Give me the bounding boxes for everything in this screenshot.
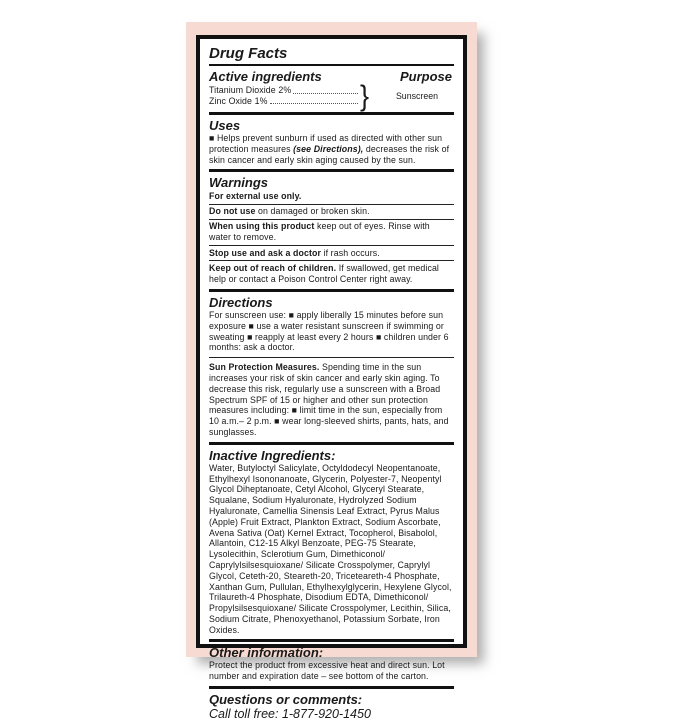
directions-text: For sunscreen use: ■ apply liberally 15 minutes before sun exposure ■ use a water resistant sunscreen if swimming or sweating ■ reapply at least every 2 hours ■ children under 6 months: ask a doctor. [209,309,449,353]
active-ingredients-body [209,80,454,112]
warnings-section [209,175,454,285]
warning-rest: If swallowed, get medical help or contact a Poison Control Center right away. [209,262,439,284]
uses-text-post: decreases the risk of skin cancer and early skin aging caused by the sun. [209,143,450,165]
uses-text-pre: ■ Helps prevent sunburn if used as directed with other sun protection measures [209,133,443,154]
warning-lead: For external use only. [209,190,302,201]
warning-item [209,263,454,285]
divider [209,245,454,246]
divider [209,169,454,172]
uses-heading: Uses [209,118,241,133]
warning-lead: Do not use [209,206,256,217]
purpose-heading: Purpose [399,69,452,84]
questions-heading: Questions or comments: [209,692,363,708]
other-information-section [209,645,454,682]
sun-protection-rest: Spending time in the sun increases your risk of skin cancer and early skin aging. To decrease this risk, regularly use a sunscreen with a Broad Spectrum SPF of 15 or higher and other sun protection measures including: ■ limit time in the sun, especially from 10 a.m.– 2 p.m. ■ wear long-sleeved shirts, pants, hats, and sunglasses. [209,362,449,437]
divider [209,686,454,689]
inactive-ingredients-text: Water, Butyloctyl Salicylate, Octyldodecyl Neopentanoate, Ethylhexyl Isononanoate, Glycerin, Polyester-7, Neopentyl Glycol Diheptanoate, Cetyl Alcohol, Glyceryl Stearate, Squalane, Sodium Hyaluronate, Hydrolyzed Sodium Hyaluronate, Camellia Sinensis Leaf Extract, Pyrus Malus (Apple) Fruit Extract, Plankton Extract, Sodium Ascorbate, Avena Sativa (Oat) Kernel Extract, Tocopherol, Bisabolol, Allantoin, C12-15 Alkyl Benzoate, PEG-75 Stearate, Lysolecithin, Sclerotium Gum, Dimethiconol/ Caprylylsilsesquioxane/ Silicate Crosspolymer, Caprylyl Glycol, Ceteth-20, Steareth-20, Triceteareth-4 Phosphate, Xanthan Gum, Pullulan, Ethylhexylglycerin, Hexylene Glycol, Trilaureth-4 Phosphate, Disodium EDTA, Dimethiconol/ Propylsilsesquioxane/ Silicate Crosspolymer, Lecithin, Silica, Sodium Citrate, Phenoxyethanol, Potassium Sorbate, Iron Oxides. [209,462,452,635]
active-ingredients-heading: Active ingredients [209,69,322,84]
inactive-ingredients-section [209,448,454,636]
warning-item [209,206,454,217]
sun-protection-lead: Sun Protection Measures. [209,362,320,373]
divider [209,639,454,642]
inactive-ingredients-heading: Inactive Ingredients: [209,447,336,463]
brace-icon: } [360,80,370,112]
other-information-heading: Other information: [209,645,324,661]
other-information-text: Protect the product from excessive heat and direct sun. Lot number and expiration date – see bottom of the carton. [209,660,445,682]
drug-facts-label [196,35,467,722]
warning-item [209,248,454,259]
ingredient-rows [209,85,359,107]
warning-lead: When using this product [209,221,315,232]
ingredient-name: Zinc Oxide 1% [209,96,268,106]
purpose-value: Sunscreen [395,91,438,101]
warning-rest: if rash occurs. [321,247,380,258]
warning-item [209,191,454,202]
divider [209,204,454,205]
uses-section [209,118,454,165]
sun-protection-text [209,362,454,438]
dotted-leader [270,103,358,104]
ingredient-row [209,96,359,107]
uses-text [209,133,454,165]
warning-lead: Stop use and ask a doctor [209,247,321,258]
ingredient-row [209,85,359,96]
dotted-leader [293,93,358,94]
ingredient-name: Titanium Dioxide 2% [209,85,292,96]
phone-number: Call toll free: 1-877-920-1450 [209,707,371,722]
warning-lead: Keep out of reach of children. [209,262,337,273]
divider [209,260,454,261]
warning-rest: on damaged or broken skin. [255,206,370,217]
drug-facts-title: Drug Facts [209,45,288,62]
directions-heading: Directions [209,294,273,310]
carton-panel [186,22,477,722]
divider [209,219,454,220]
warning-rest: keep out of eyes. Rinse with water to remove. [209,221,430,243]
divider [209,357,454,358]
directions-section [209,295,454,353]
divider [209,112,454,115]
warnings-heading: Warnings [209,175,268,191]
uses-text-emphasis: (see Directions), [293,143,364,154]
questions-section [209,692,454,722]
divider [209,442,454,445]
warning-item [209,221,454,243]
divider [209,289,454,292]
active-ingredients-header [209,69,454,84]
divider [209,64,454,66]
